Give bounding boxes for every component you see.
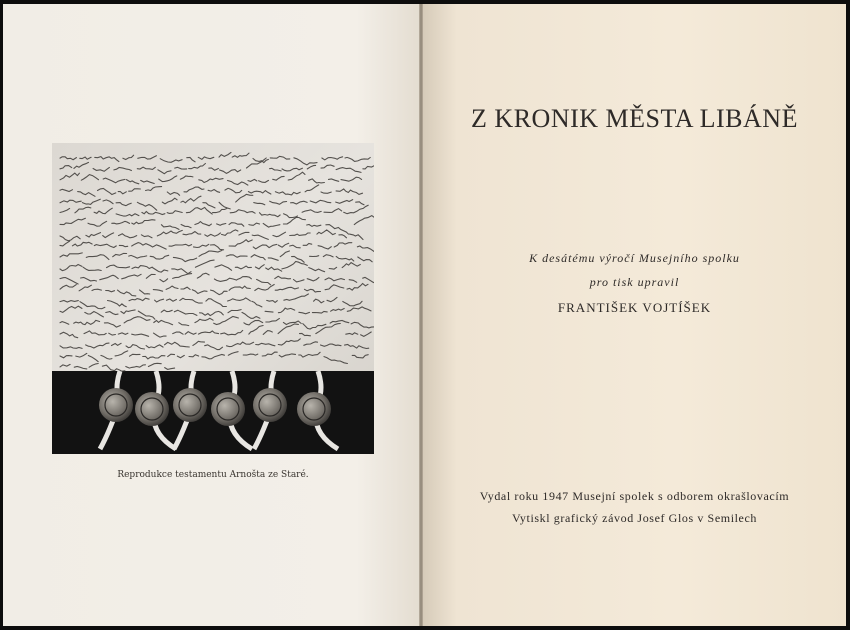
book-title: Z KRONIK MĚSTA LIBÁNĚ: [471, 104, 798, 133]
publisher-line: Vydal roku 1947 Musejní spolek s odborem okrašlovacím: [479, 489, 790, 503]
subtitle-dedication: K desátému výročí Musejního spolku: [529, 251, 740, 265]
subtitle-editor-note: pro tisk upravil: [589, 275, 680, 289]
author-name: FRANTIŠEK VOJTÍŠEK: [557, 300, 712, 315]
photo-caption: Reprodukce testamentu Arnošta ze Staré.: [117, 470, 309, 480]
testament-photo: [52, 143, 374, 454]
printer-line: Vytiskl grafický závod Josef Glos v Semilech: [511, 511, 758, 525]
